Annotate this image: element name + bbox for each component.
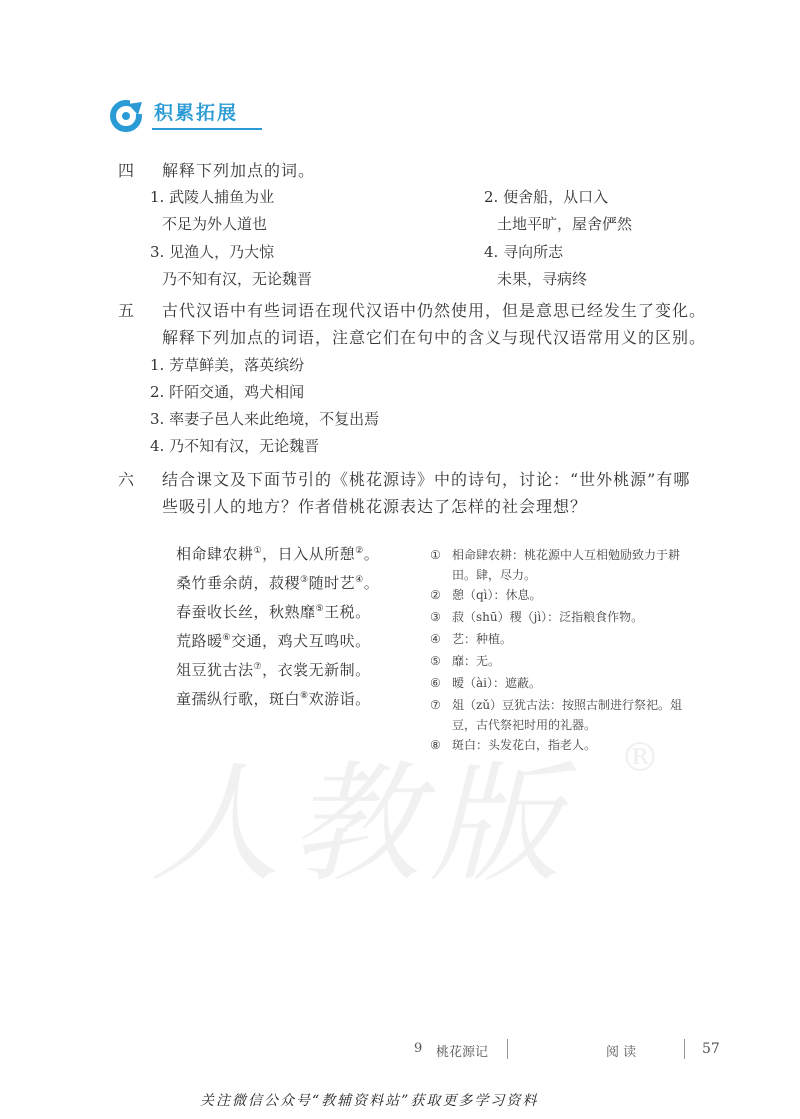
question-number: 五 (118, 301, 135, 320)
list-item: 不足为外人道也 (162, 215, 268, 233)
list-item: 未果，寻病终 (497, 270, 588, 288)
list-item: 3. 率妻子邑人来此绝境，不复出焉 (150, 410, 380, 428)
footer-lesson-title: 桃花源记 (436, 1045, 489, 1060)
footer-unit: 阅 读 (606, 1045, 637, 1060)
poem-line: 俎豆犹古法⑦，衣裳无新制。 (176, 661, 371, 679)
section-header (108, 96, 268, 140)
list-item: 2. 阡陌交通，鸡犬相闻 (150, 383, 305, 401)
poem-line: 桑竹垂余荫，菽稷③随时艺④。 (176, 574, 380, 592)
question-text: 古代汉语中有些词语在现代汉语中仍然使用，但是意思已经发生了变化。 (162, 301, 707, 320)
registered-mark: ® (620, 735, 660, 781)
footnote: ⑤ 靡：无。 (430, 654, 501, 668)
question-number: 四 (118, 161, 135, 180)
list-item: 乃不知有汉，无论魏晋 (162, 270, 313, 288)
question-text: 些吸引人的地方？作者借桃花源表达了怎样的社会理想？ (162, 497, 588, 516)
footnote: ① 相命肆农耕：桃花源中人互相勉励致力于耕 (430, 548, 681, 562)
poem-line: 春蚕收长丝，秋熟靡⑤王税。 (176, 603, 371, 621)
list-item: 4. 乃不知有汉，无论魏晋 (150, 437, 320, 455)
publisher-watermark: 人教版 (150, 748, 571, 900)
list-item: 1. 芳草鲜美，落英缤纷 (150, 356, 305, 374)
question-text: 解释下列加点的词。 (162, 161, 316, 180)
list-item: 3. 见渔人，乃大惊 (150, 243, 275, 261)
question-number: 六 (118, 470, 135, 489)
question-text: 解释下列加点的词语，注意它们在句中的含义与现代汉语常用义的区别。 (162, 328, 707, 347)
poem-line: 童孺纵行歌，斑白⑧欢游诣。 (176, 690, 371, 708)
footer-lesson-number: 9 (414, 1041, 423, 1056)
list-item: 2. 便舍船，从口入 (484, 188, 609, 206)
footnote: ② 憩（qì）：休息。 (430, 588, 542, 602)
question-text: 结合课文及下面节引的《桃花源诗》中的诗句，讨论：“世外桃源”有哪 (162, 470, 691, 489)
footer-divider (507, 1039, 508, 1059)
poem-line: 荒路暧⑥交通，鸡犬互鸣吠。 (176, 632, 371, 650)
footnote: 豆，古代祭祀时用的礼器。 (452, 718, 597, 732)
page-number: 57 (702, 1041, 720, 1057)
footnote: ④ 艺：种植。 (430, 632, 513, 646)
list-item: 4. 寻向所志 (484, 243, 564, 261)
footnote: ⑥ 暧（ài）：遮蔽。 (430, 676, 541, 690)
footnote: ⑦ 俎（zǔ）豆犹古法：按照古制进行祭祀。俎 (430, 698, 683, 712)
bottom-note: 关注微信公众号“教辅资料站”获取更多学习资料 (200, 1093, 539, 1109)
list-item: 土地平旷，屋舍俨然 (497, 215, 633, 233)
section-underline (152, 128, 262, 130)
footnote: 田。肆，尽力。 (452, 568, 537, 582)
footer-divider (684, 1039, 685, 1059)
footnote: ③ 菽（shū）稷（jì）：泛指粮食作物。 (430, 610, 644, 624)
poem-line: 相命肆农耕①，日入从所憩②。 (176, 545, 380, 563)
refresh-arrow-icon (108, 98, 144, 134)
footnote: ⑧ 斑白：头发花白，指老人。 (430, 738, 597, 752)
poem-block (176, 543, 379, 717)
list-item: 1. 武陵人捕鱼为业 (150, 188, 275, 206)
section-title: 积累拓展 (154, 102, 239, 124)
